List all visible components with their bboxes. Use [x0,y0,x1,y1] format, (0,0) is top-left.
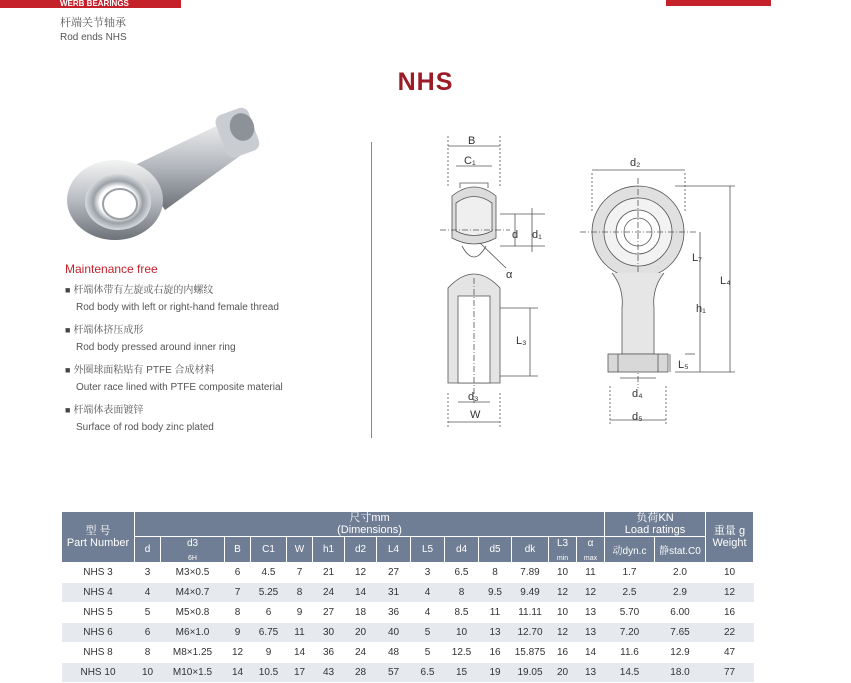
table-cell: M10×1.5 [161,663,225,683]
table-cell: 8.5 [445,603,479,623]
col-d3 [161,537,225,563]
col-d3-label: d3 [186,537,199,549]
label-d3: d₃ [468,391,479,403]
table-cell: 6 [251,603,287,623]
label-C1: C₁ [464,155,476,167]
table-cell: 1.7 [605,563,655,583]
table-cell: M5×0.8 [161,603,225,623]
brand-text: WERB BEARINGS [60,0,129,8]
label-d4: d₄ [632,388,643,400]
table-cell: 5 [411,623,445,643]
col-d5: d5 [479,537,512,563]
table-cell: 10.5 [251,663,287,683]
table-cell: 10 [706,563,754,583]
col-dimensions [135,512,605,537]
technical-drawing [420,128,750,438]
col-d4: d4 [445,537,479,563]
table-cell: 7.89 [512,563,549,583]
col-stat: 静stat.C0 [655,537,706,563]
table-cell: NHS 6 [62,623,135,643]
table-row [62,603,754,623]
load-en: Load ratings [624,524,686,536]
table-cell: M4×0.7 [161,583,225,603]
table-cell: 20 [345,623,377,643]
table-cell: 24 [313,583,345,603]
feature-cn: ■ 杆端体带有左旋或右旋的内螺纹 [65,282,279,299]
table-cell: 18 [345,603,377,623]
col-weight [706,512,754,563]
feature-item [65,282,279,316]
part-cn: 型 号 [85,525,111,537]
table-cell: 2.0 [655,563,706,583]
col-dyn: 动dyn.c [605,537,655,563]
table-cell: 22 [706,623,754,643]
dim-cn: 尺寸mm [349,512,390,524]
table-cell: NHS 10 [62,663,135,683]
table-cell: 11 [479,603,512,623]
divider [371,142,372,438]
table-cell: 3 [411,563,445,583]
spec-table [61,511,754,683]
col-load [605,512,706,537]
table-row [62,663,754,683]
col-dk: dk [512,537,549,563]
table-row [62,623,754,643]
table-cell: M3×0.5 [161,563,225,583]
col-h1: h1 [313,537,345,563]
table-cell: 8 [445,583,479,603]
label-L7: L₇ [692,252,702,264]
features-heading: Maintenance free [65,262,158,276]
table-cell: 24 [345,643,377,663]
table-cell: 36 [313,643,345,663]
table-cell: 15 [445,663,479,683]
col-part-number [62,512,135,563]
table-cell: 10 [549,603,577,623]
table-cell: 48 [377,643,411,663]
table-cell: 8 [135,643,161,663]
col-alpha-sub: max [583,554,598,562]
weight-cn: 重量 g [713,525,746,537]
brand-logo [666,0,771,6]
table-cell: 8 [225,603,251,623]
table-cell: 12 [706,583,754,603]
table-cell: 16 [549,643,577,663]
table-cell: 9 [287,603,313,623]
table-cell: 9.49 [512,583,549,603]
table-cell: 12 [549,623,577,643]
spec-table-body [62,563,754,683]
table-cell: 19.05 [512,663,549,683]
table-cell: 8 [287,583,313,603]
table-cell: 77 [706,663,754,683]
subtitle-en: Rod ends NHS [60,32,127,43]
table-cell: 12 [345,563,377,583]
table-cell: 9.5 [479,583,512,603]
table-cell: M6×1.0 [161,623,225,643]
table-cell: 11 [287,623,313,643]
table-row [62,643,754,663]
feature-en: Rod body with left or right-hand female thread [76,302,279,313]
table-cell: 3 [135,563,161,583]
label-d5: d₅ [632,411,643,423]
label-d: d [512,229,519,241]
table-cell: 43 [313,663,345,683]
table-cell: 7.20 [605,623,655,643]
brand-bar [0,0,181,8]
product-photo [60,105,260,255]
table-cell: 12 [549,583,577,603]
table-cell: 14 [345,583,377,603]
feature-item [65,322,236,356]
table-cell: 14.5 [605,663,655,683]
load-cn: 负荷KN [636,512,674,524]
table-cell: 7 [287,563,313,583]
table-cell: 20 [549,663,577,683]
table-cell: 16 [706,603,754,623]
label-h1: h₁ [696,303,706,315]
label-L4: L₄ [720,275,731,287]
table-cell: 13 [479,623,512,643]
table-cell: 36 [377,603,411,623]
table-cell: 12 [577,583,605,603]
feature-cn: ■ 杆端体表面镀锌 [65,402,214,419]
table-cell: 11.11 [512,603,549,623]
feature-cn: ■ 杆端体挤压成形 [65,322,236,339]
table-cell: 18.0 [655,663,706,683]
table-cell: M8×1.25 [161,643,225,663]
table-cell: 6.5 [411,663,445,683]
col-d3-sub: 6H [188,554,197,562]
table-cell: 30 [313,623,345,643]
table-cell: 17 [287,663,313,683]
col-alpha-label: α [587,537,594,549]
side-view [440,136,545,428]
table-cell: 6.75 [251,623,287,643]
table-cell: 4.5 [251,563,287,583]
table-cell: 11 [577,563,605,583]
table-cell: 2.5 [605,583,655,603]
table-cell: 13 [577,623,605,643]
subtitle-cn: 杆端关节轴承 [60,17,126,29]
table-cell: 6.00 [655,603,706,623]
table-cell: NHS 5 [62,603,135,623]
table-row [62,563,754,583]
table-cell: 27 [377,563,411,583]
table-cell: 13 [577,603,605,623]
table-cell: 4 [411,603,445,623]
table-cell: 47 [706,643,754,663]
feature-item [65,362,283,396]
feature-en: Rod body pressed around inner ring [76,342,236,353]
table-cell: 21 [313,563,345,583]
page-title: NHS [397,68,454,96]
table-cell: 14 [225,663,251,683]
table-cell: 8 [479,563,512,583]
table-cell: 9 [251,643,287,663]
label-B: B [468,135,476,147]
col-d2: d2 [345,537,377,563]
col-B: B [225,537,251,563]
table-cell: 40 [377,623,411,643]
table-cell: 6 [225,563,251,583]
feature-en: Surface of rod body zinc plated [76,422,214,433]
col-W: W [287,537,313,563]
table-cell: 9 [225,623,251,643]
part-en: Part Number [66,537,130,549]
label-d1: d₁ [532,229,542,241]
feature-en: Outer race lined with PTFE composite material [76,382,283,393]
col-L5: L5 [411,537,445,563]
table-cell: 5.25 [251,583,287,603]
table-cell: 7 [225,583,251,603]
table-cell: NHS 3 [62,563,135,583]
table-cell: 12.9 [655,643,706,663]
feature-item [65,402,214,436]
label-d2: d₂ [630,157,641,169]
table-cell: 14 [577,643,605,663]
table-cell: 10 [549,563,577,583]
table-row [62,583,754,603]
table-cell: 27 [313,603,345,623]
table-cell: 11.6 [605,643,655,663]
dim-en: (Dimensions) [337,524,402,536]
col-L3-label: L3 [556,537,569,549]
table-cell: 5 [135,603,161,623]
table-cell: 6 [135,623,161,643]
label-L5: L₅ [678,359,689,371]
table-cell: NHS 8 [62,643,135,663]
table-cell: 12.70 [512,623,549,643]
table-cell: 57 [377,663,411,683]
table-cell: 4 [135,583,161,603]
table-cell: 12 [225,643,251,663]
table-cell: 16 [479,643,512,663]
table-cell: 10 [135,663,161,683]
col-L3 [549,537,577,563]
col-C1: C1 [251,537,287,563]
front-view [580,170,735,424]
feature-cn: ■ 外圈球面粘贴有 PTFE 合成材料 [65,362,283,379]
weight-en: Weight [712,537,747,549]
table-cell: 14 [287,643,313,663]
table-cell: 13 [577,663,605,683]
table-cell: 19 [479,663,512,683]
label-L3: L₃ [516,335,527,347]
col-alpha [577,537,605,563]
table-cell: 28 [345,663,377,683]
table-cell: 4 [411,583,445,603]
label-W: W [470,409,481,421]
table-cell: 6.5 [445,563,479,583]
table-cell: NHS 4 [62,583,135,603]
col-L3-sub: min [556,554,569,562]
table-cell: 12.5 [445,643,479,663]
col-L4: L4 [377,537,411,563]
table-cell: 5.70 [605,603,655,623]
table-cell: 7.65 [655,623,706,643]
table-cell: 15.875 [512,643,549,663]
col-d: d [135,537,161,563]
table-cell: 2.9 [655,583,706,603]
table-cell: 10 [445,623,479,643]
label-alpha: α [506,269,513,281]
table-cell: 31 [377,583,411,603]
table-cell: 5 [411,643,445,663]
